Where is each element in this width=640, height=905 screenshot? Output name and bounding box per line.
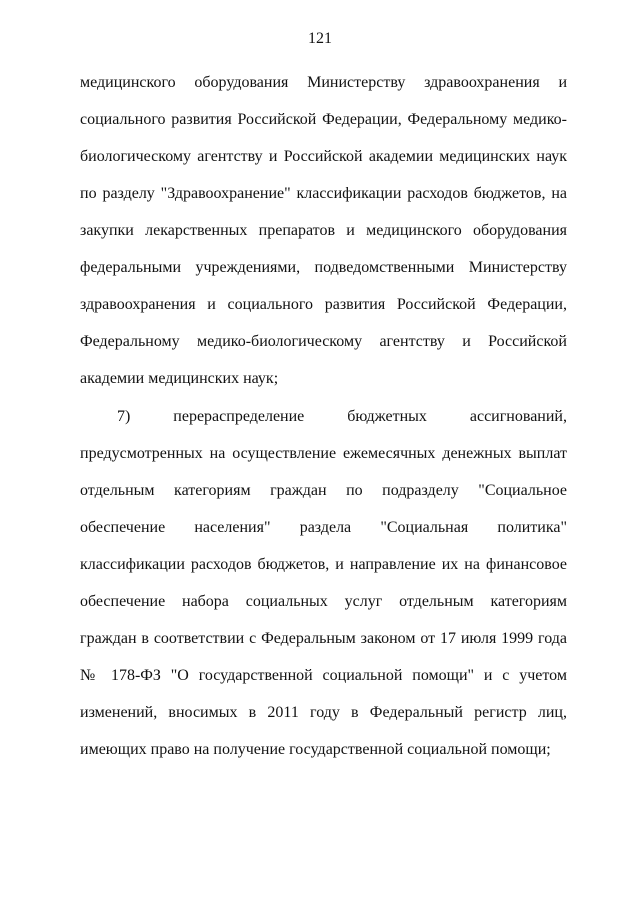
text-line: биологическому агентству и Российской академии медицинских наук <box>80 148 567 165</box>
text-line: предусмотренных на осуществление ежемесячных денежных выплат <box>80 445 567 462</box>
text-line: закупки лекарственных препаратов и медицинского оборудования <box>80 222 567 239</box>
text-line: социального развития Российской Федерации, Федеральному медико- <box>80 111 567 128</box>
text-line: обеспечение населения" раздела "Социальная политика" <box>80 519 567 536</box>
text-line: медицинского оборудования Министерству здравоохранения и <box>80 74 567 91</box>
page-number: 121 <box>308 30 332 47</box>
text-line: 7) перераспределение бюджетных ассигнований, <box>117 408 567 425</box>
text-line: граждан в соответствии с Федеральным законом от 17 июля 1999 года <box>80 630 567 647</box>
paragraph-item-7 <box>80 407 567 777</box>
text-line: обеспечение набора социальных услуг отдельным категориям <box>80 593 567 610</box>
text-line: № 178-ФЗ "О государственной социальной помощи" и с учетом <box>80 667 567 684</box>
paragraph-continuation <box>80 73 567 406</box>
text-line: академии медицинских наук; <box>80 370 279 387</box>
text-line: Федеральному медико-биологическому агентству и Российской <box>80 333 567 350</box>
text-line: имеющих право на получение государственной социальной помощи; <box>80 741 551 758</box>
text-line: отдельным категориям граждан по подразделу "Социальное <box>80 482 567 499</box>
text-line: здравоохранения и социального развития Российской Федерации, <box>80 296 567 313</box>
text-line: изменений, вносимых в 2011 году в Федеральный регистр лиц, <box>80 704 567 721</box>
text-line: по разделу "Здравоохранение" классификации расходов бюджетов, на <box>80 185 567 202</box>
text-line: федеральными учреждениями, подведомственными Министерству <box>80 259 567 276</box>
text-line: классификации расходов бюджетов, и направление их на финансовое <box>80 556 567 573</box>
